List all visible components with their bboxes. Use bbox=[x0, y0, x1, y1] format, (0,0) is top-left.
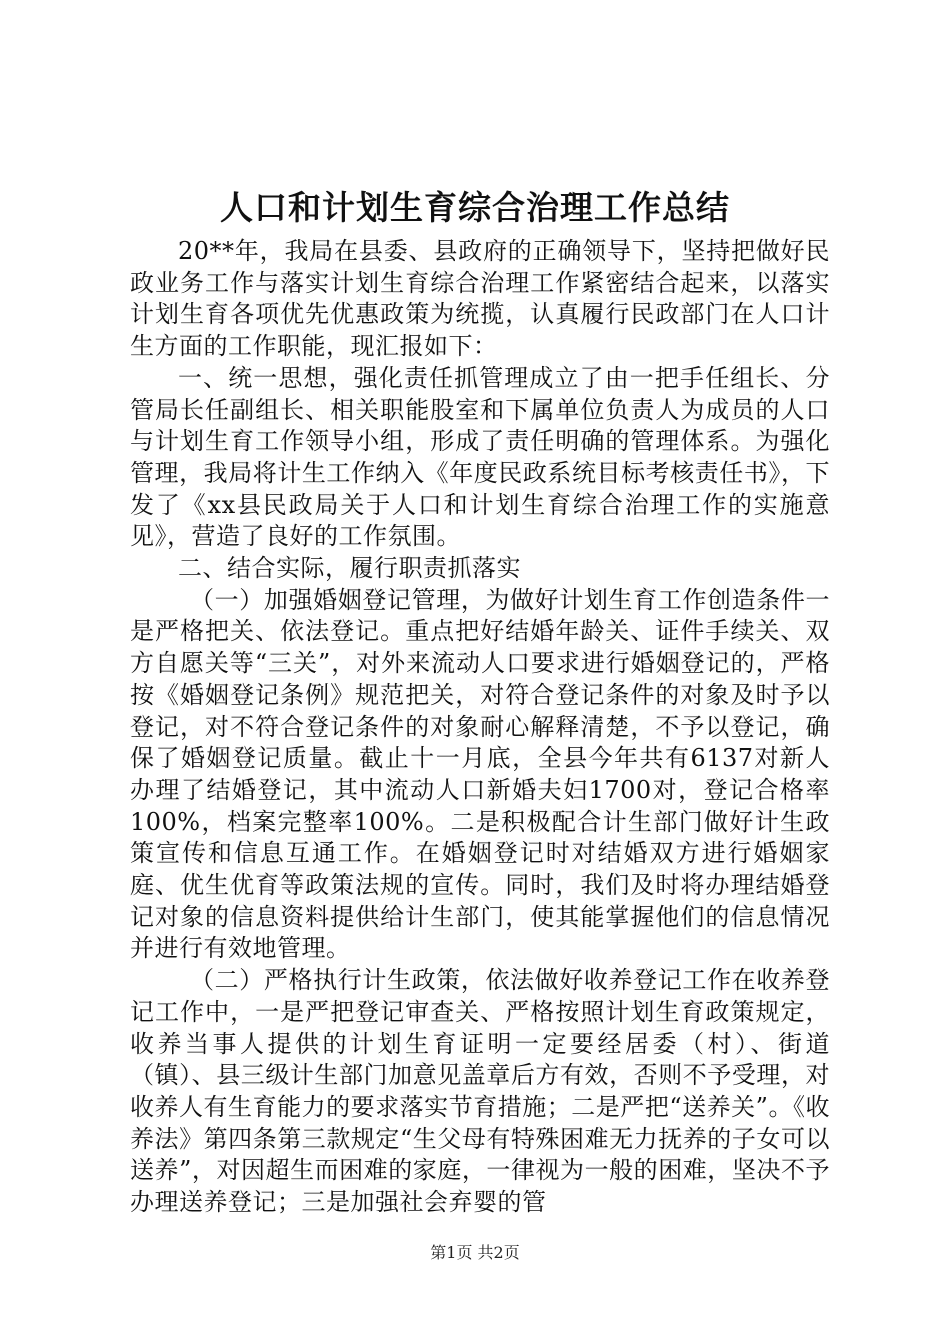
paragraph-subsection-2: （二）严格执行计生政策，依法做好收养登记工作在收养登记工作中，一是严把登记审查关、严格按照计划生育政策规定，收养当事人提供的计划生育证明一定要经居委（村）、街道（镇）、县三级计生部门加意见盖章后方有效，否则不予受理，对收养人有生育能力的要求落实节育措施；二是严把“送养关”。《收养法》第四条第三款规定“生父母有特殊困难无力抚养的子女可以送养”，对因超生而困难的家庭，一律视为一般的困难，坚决不予办理送养登记；三是加强社会弃婴的管 bbox=[130, 966, 830, 1217]
paragraph-section-2-heading: 二、结合实际，履行职责抓落实 bbox=[178, 554, 521, 583]
paragraph-subsection-1: （一）加强婚姻登记管理，为做好计划生育工作创造条件一是严格把关、依法登记。重点把好结婚年龄关、证件手续关、双方自愿关等“三关”，对外来流动人口要求进行婚姻登记的，严格按《婚姻登记条例》规范把关，对符合登记条件的对象及时予以登记，对不符合登记条件的对象耐心解释清楚，不予以登记，确保了婚姻登记质量。截止十一月底，全县今年共有6137对新人办理了结婚登记，其中流动人口新婚夫妇1700对，登记合格率100%，档案完整率100%。二是积极配合计生部门做好计生政策宣传和信息互通工作。在婚姻登记时对结婚双方进行婚姻家庭、优生优育等政策法规的宣传。同时，我们及时将办理结婚登记对象的信息资料提供给计生部门，使其能掌握他们的信息情况并进行有效地管理。 bbox=[130, 585, 830, 963]
paragraph-section-1: 一、统一思想，强化责任抓管理成立了由一把手任组长、分管局长任副组长、相关职能股室和下属单位负责人为成员的人口与计划生育工作领导小组，形成了责任明确的管理体系。为强化管理，我局将计生工作纳入《年度民政系统目标考核责任书》，下发了《xx县民政局关于人口和计划生育综合治理工作的实施意见》，营造了良好的工作氛围。 bbox=[130, 363, 830, 551]
document-title: 人口和计划生育综合治理工作总结 bbox=[220, 188, 730, 227]
paragraph-intro: 20**年，我局在县委、县政府的正确领导下，坚持把做好民政业务工作与落实计划生育综合治理工作紧密结合起来，以落实计划生育各项优先优惠政策为统揽，认真履行民政部门在人口计生方面的工作职能，现汇报如下： bbox=[130, 237, 830, 361]
page-footer: 第1页 共2页 bbox=[430, 1243, 520, 1262]
document-body bbox=[130, 236, 830, 1219]
